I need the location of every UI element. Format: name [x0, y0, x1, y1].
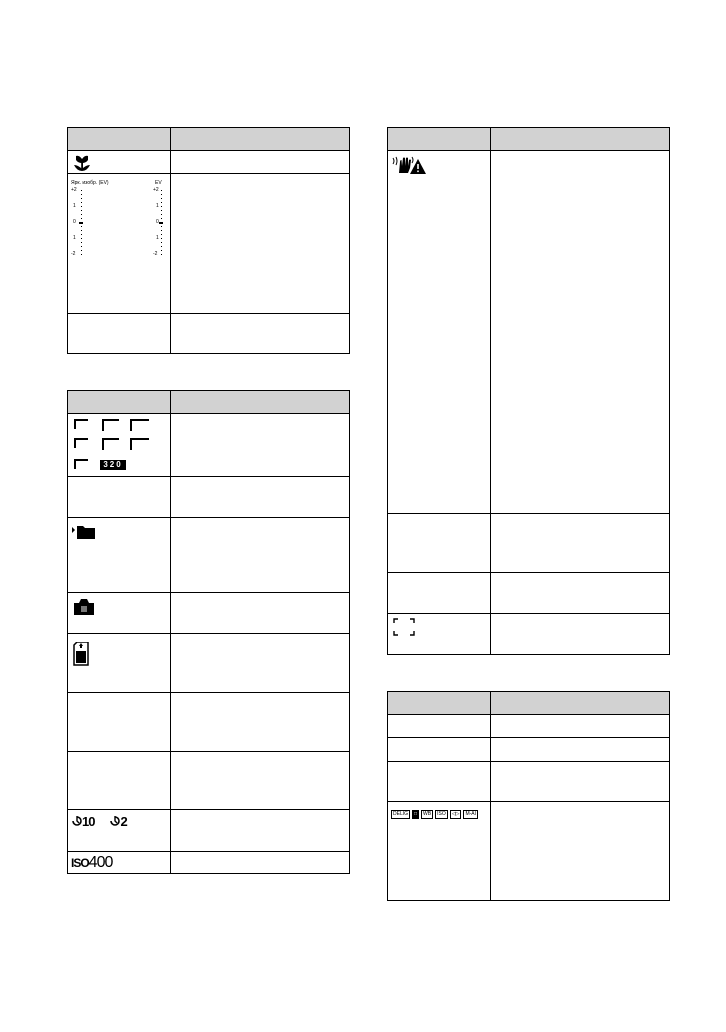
description-cell: [171, 810, 350, 852]
strip-item: WB: [423, 811, 432, 817]
description-cell: [491, 762, 670, 802]
header-cell-display: [388, 128, 491, 151]
description-cell: [171, 593, 350, 634]
ev-label: -2: [71, 251, 76, 257]
icon-cell: [388, 738, 491, 762]
icon-cell: [68, 314, 171, 354]
table-header: [388, 128, 670, 151]
description-cell: [491, 151, 670, 514]
icon-cell: [68, 414, 171, 477]
table-header: [68, 128, 350, 151]
description-cell: [171, 634, 350, 693]
description-cell: [171, 752, 350, 810]
display-table-1: [67, 127, 350, 354]
icon-cell: [68, 174, 171, 314]
table-row: [68, 151, 350, 174]
header-cell-display: [68, 128, 171, 151]
table-row: [68, 693, 350, 752]
description-cell: [171, 174, 350, 314]
table-header: [68, 391, 350, 414]
image-size-icon: [102, 419, 119, 431]
image-size-icon: [74, 438, 88, 448]
table-row: [388, 715, 670, 738]
ev-label: 0: [73, 219, 76, 225]
icon-cell: [68, 752, 171, 810]
icon-cell: [388, 573, 491, 614]
timer-icon: [110, 815, 120, 829]
description-cell: [171, 852, 350, 874]
table-row: [68, 314, 350, 354]
settings-menu-strip-icon: [391, 810, 490, 819]
strip-item: □: [414, 811, 418, 817]
description-cell: [491, 573, 670, 614]
strip-item: DELIG: [393, 811, 409, 817]
af-range-frame-icon: [393, 618, 415, 636]
table-header: [388, 692, 670, 715]
ev-scale-unit: EV: [155, 180, 162, 186]
table-row: [388, 614, 670, 655]
ev-label: 1: [73, 203, 76, 209]
description-cell: [491, 738, 670, 762]
icon-cell: [68, 810, 171, 852]
icon-cell: [68, 593, 171, 634]
icon-cell: [388, 715, 491, 738]
table-row: [388, 738, 670, 762]
strip-item: ISO: [437, 811, 446, 817]
description-cell: [171, 477, 350, 518]
table-row: [388, 762, 670, 802]
iso-400-icon: [71, 854, 112, 872]
display-table-4: [387, 691, 670, 901]
ev-label: 1: [156, 235, 159, 241]
iso-prefix: ISO: [71, 856, 89, 870]
icon-cell: [68, 477, 171, 518]
header-cell-meaning: [171, 128, 350, 151]
macro-flower-icon: [73, 154, 93, 172]
description-cell: [171, 693, 350, 752]
table-row: [68, 810, 350, 852]
table-row: [68, 852, 350, 874]
icon-cell: [68, 518, 171, 593]
exposure-scale-icon: [71, 180, 171, 256]
self-timer-2-label: 2: [120, 814, 128, 829]
image-size-icon: [74, 459, 88, 469]
description-cell: [171, 518, 350, 593]
ev-label: 1: [73, 235, 76, 241]
self-timer-2-icon: [110, 814, 127, 829]
self-timer-icons: [72, 814, 170, 829]
description-cell: [491, 802, 670, 901]
table-row: [68, 518, 350, 593]
table-row: [68, 174, 350, 314]
icon-cell: [388, 762, 491, 802]
self-timer-10-icon: [72, 814, 94, 829]
ev-label: -2: [153, 251, 158, 257]
ev-label: +2: [153, 187, 159, 193]
display-table-2: [67, 390, 350, 874]
ev-ticks: [71, 180, 171, 260]
header-cell-meaning: [491, 128, 670, 151]
table-row: [68, 593, 350, 634]
image-size-icon: [130, 419, 149, 431]
icon-cell: [68, 151, 171, 174]
icon-cell: [388, 802, 491, 901]
icon-cell: [68, 634, 171, 693]
description-cell: [171, 314, 350, 354]
description-cell: [491, 514, 670, 573]
ev-label: +2: [71, 187, 77, 193]
image-size-icon: [102, 438, 119, 450]
image-size-icon: [74, 419, 88, 429]
ev-scale-title: Ярк. изобр. (EV): [71, 180, 109, 186]
table-row: [68, 634, 350, 693]
table-row: [68, 477, 350, 518]
image-size-icon: [130, 438, 149, 450]
header-cell-display: [68, 391, 171, 414]
description-cell: [491, 715, 670, 738]
strip-item: M-AI: [465, 811, 476, 817]
icon-cell: [388, 151, 491, 514]
description-cell: [491, 614, 670, 655]
memory-card-icon: [73, 642, 89, 666]
description-cell: [171, 414, 350, 477]
timer-icon: [72, 815, 82, 829]
ev-label: 1: [156, 203, 159, 209]
icon-cell: [68, 693, 171, 752]
camera-case-icon: [73, 598, 95, 616]
table-row: [68, 414, 350, 477]
strip-item: ◁▷: [451, 811, 460, 817]
table-row: [388, 514, 670, 573]
display-table-3: [387, 127, 670, 655]
description-cell: [171, 151, 350, 174]
table-row: [388, 151, 670, 514]
image-size-icons: [68, 414, 168, 474]
icon-cell: [388, 514, 491, 573]
table-row: [388, 802, 670, 901]
image-size-320-badge: 320: [100, 460, 126, 470]
header-cell-meaning: [171, 391, 350, 414]
icon-cell: [388, 614, 491, 655]
iso-value: 400: [88, 854, 113, 871]
self-timer-10-label: 10: [82, 814, 95, 829]
ev-label: 0: [156, 219, 159, 225]
table-row: [388, 573, 670, 614]
folder-arrow-icon: [71, 524, 101, 540]
icon-cell: [68, 852, 171, 874]
header-cell-display: [388, 692, 491, 715]
header-cell-meaning: [491, 692, 670, 715]
table-row: [68, 752, 350, 810]
camera-shake-warning-icon: [391, 155, 427, 175]
